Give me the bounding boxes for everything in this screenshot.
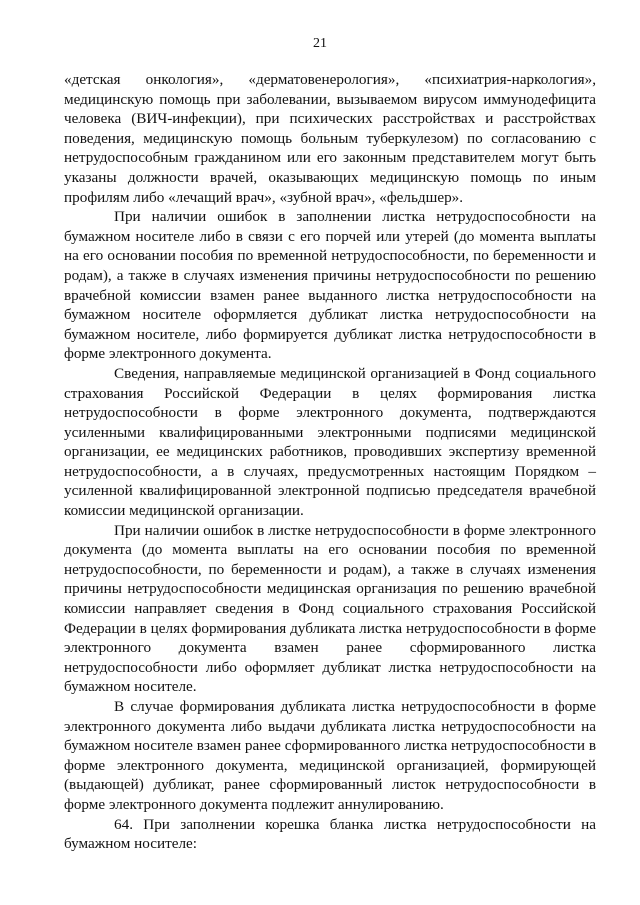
paragraph-duplicate-electronic: При наличии ошибок в листке нетрудоспособности в форме электронного документа (до момента выплаты на его основании пособия по временной нетрудоспособности, по беременности и родам), а также в случаях изменения причины нетрудоспособности медицинская организация по решению врачебной комиссии направляет сведения в Фонд социального страхования Российской Федерации в целях формирования дубликата листка нетрудоспособности в форме электронного документа взамен ранее сформированного листка нетрудоспособности либо оформляет дубликат листка нетрудоспособности на бумажном носителе. bbox=[64, 521, 596, 696]
paragraph-item-64: 64. При заполнении корешка бланка листка нетрудоспособности на бумажном носителе: bbox=[64, 815, 596, 853]
paragraph-signatures: Сведения, направляемые медицинской организацией в Фонд социального страхования Российской Федерации в целях формирования листка нетрудоспособности в форме электронного документа, подтверждаются усиленными квалифицированными электронными подписями медицинской организации, ее медицинских работников, проводивших экспертизу временной нетрудоспособности, а в случаях, предусмотренных настоящим Порядком – усиленной квалифицированной электронной подписью председателя врачебной комиссии медицинской организации. bbox=[64, 364, 596, 520]
page-number: 21 bbox=[313, 36, 327, 51]
paragraph-continuation: «детская онкология», «дерматовенерология», «психиатрия-наркология», медицинскую помощь при заболевании, вызываемом вирусом иммунодефицита человека (ВИЧ-инфекции), при психических расстройствах и расстройствах поведения, медицинскую помощь больным туберкулезом) по согласованию с нетрудоспособным гражданином или его законным представителем могут быть указаны должности врачей, оказывающих медицинскую помощь по иным профилям либо «лечащий врач», «зубной врач», «фельдшер». bbox=[64, 71, 596, 206]
paragraph-annulment: В случае формирования дубликата листка нетрудоспособности в форме электронного документа либо выдачи дубликата листка нетрудоспособности на бумажном носителе взамен ранее сформированного листка нетрудоспособности в форме электронного документа, медицинской организацией, формирующей (выдающей) дубликат, ранее сформированный листок нетрудоспособности в форме электронного документа подлежит аннулированию. bbox=[64, 698, 596, 813]
paragraph-duplicate-paper: При наличии ошибок в заполнении листка нетрудоспособности на бумажном носителе либо в связи с его порчей или утерей (до момента выплаты на его основании пособия по временной нетрудоспособности, по беременности и родам), а также в случаях изменения причины нетрудоспособности по решению врачебной комиссии взамен ранее выданного листка нетрудоспособности на бумажном носителе оформляется дубликат листка нетрудоспособности на бумажном носителе, либо формируется дубликат листка нетрудоспособности в форме электронного документа. bbox=[64, 208, 596, 363]
document-body bbox=[64, 70, 596, 854]
